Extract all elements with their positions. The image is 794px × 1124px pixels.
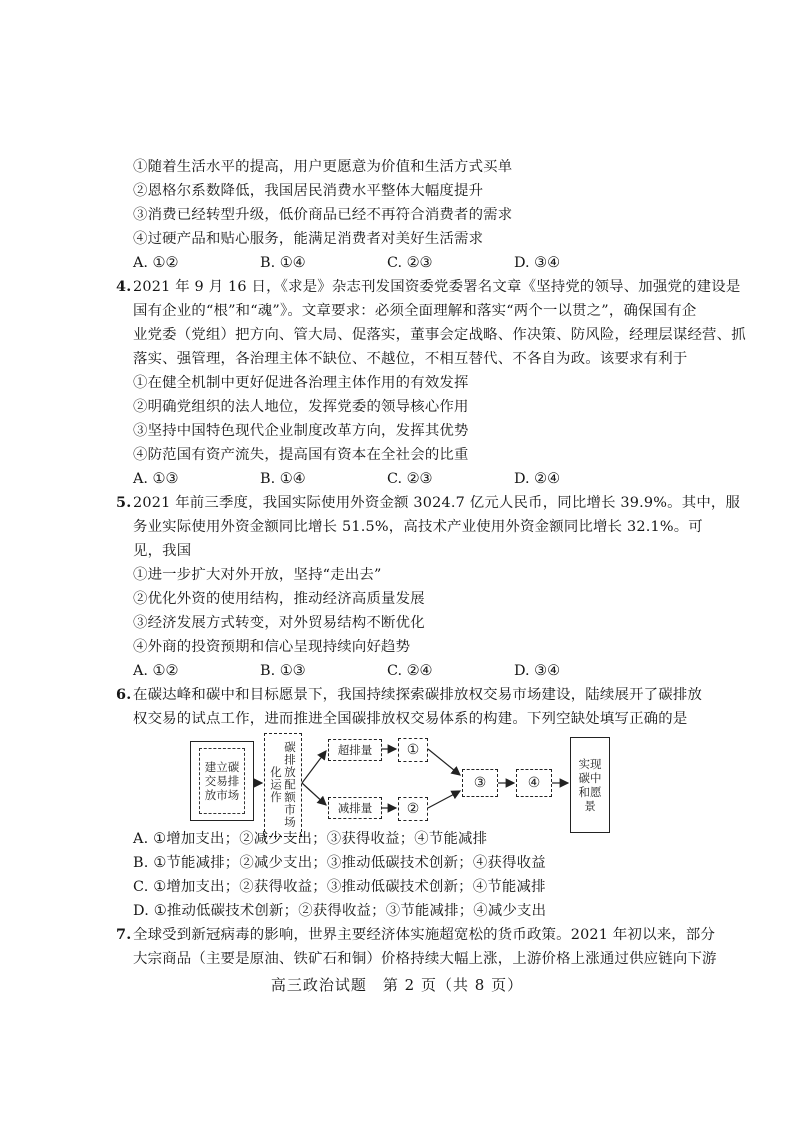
box-establish-market — [190, 741, 254, 821]
q4-statement-1: ①在健全机制中更好促进各治理主体作用的有效发挥 — [133, 375, 469, 391]
q6-option-d: D. ①推动低碳技术创新；②获得收益；③节能减排；④减少支出 — [133, 903, 547, 919]
q4-stem-line-1: 2021 年 9 月 16 日，《求是》杂志刊发国资委党委署名文章《坚持党的领导、加强党的建设是 — [133, 279, 741, 295]
blank-3-box — [462, 769, 498, 797]
box-emission-reduction-label: 减排量 — [337, 801, 373, 815]
q4-number: 4. — [116, 278, 132, 295]
q5-statement-3: ③经济发展方式转变，对外贸易结构不断优化 — [133, 615, 425, 631]
q4-stem-line-2: 国有企业的“根”和“魂”》。文章要求：必须全面理解和落实“两个一以贯之”，确保国有企 — [133, 303, 697, 319]
q5-option-c: C. ②④ — [387, 663, 433, 679]
q6-stem-line-2: 权交易的试点工作，进而推进全国碳排放权交易体系的构建。下列空缺处填写正确的是 — [133, 711, 688, 727]
box-quota-operation-label: 碳排放配额市场化运作 — [269, 741, 297, 829]
q5-statement-4: ④外商的投资预期和信心呈现持续向好趋势 — [133, 639, 411, 655]
q4-option-a: A. ①③ — [133, 471, 179, 487]
q4-statement-3: ③坚持中国特色现代企业制度改革方向，发挥其优势 — [133, 423, 469, 439]
blank-1-label: ① — [406, 742, 420, 758]
box-excess-emission — [328, 739, 382, 761]
q5-number: 5. — [116, 494, 132, 511]
blank-3-label: ③ — [473, 775, 487, 791]
q4-option-c: C. ②③ — [387, 471, 433, 487]
q5-statement-1: ①进一步扩大对外开放，坚持“走出去” — [133, 567, 382, 583]
box-establish-market-label: 建立碳交易排放市场 — [204, 760, 240, 802]
box-emission-reduction — [328, 797, 382, 819]
q7-stem-line-2: 大宗商品（主要是原油、铁矿石和铜）价格持续大幅上涨，上游价格上涨通过供应链向下游 — [133, 951, 717, 967]
q3-statement-2: ②恩格尔系数降低，我国居民消费水平整体大幅度提升 — [133, 183, 484, 199]
q6-option-c: C. ①增加支出；②获得收益；③推动低碳技术创新；④节能减排 — [133, 879, 546, 895]
q3-option-a: A. ①② — [133, 255, 179, 271]
blank-1-box — [398, 738, 428, 762]
blank-4-box — [516, 769, 552, 797]
page-footer: 高三政治试题 第 2 页（共 8 页） — [270, 976, 524, 994]
q3-statement-3: ③消费已经转型升级，低价商品已经不再符合消费者的需求 — [133, 207, 513, 223]
q5-stem-line-3: 见，我国 — [133, 543, 192, 559]
box-excess-emission-label: 超排量 — [337, 743, 373, 757]
q4-stem-line-3: 业党委（党组）把方向、管大局、促落实，董事会定战略、作决策、防风险，经理层谋经营、抓 — [133, 327, 746, 343]
q3-option-b: B. ①④ — [260, 255, 306, 271]
q5-option-b: B. ①③ — [260, 663, 306, 679]
carbon-trading-flow-diagram — [190, 733, 610, 843]
q5-stem-line-1: 2021 年前三季度，我国实际使用外资金额 3024.7 亿元人民币，同比增长 39.9%。其中，服 — [133, 495, 741, 511]
blank-2-box — [398, 797, 428, 821]
box-carbon-neutral-vision-label: 实现碳中和愿景 — [578, 757, 602, 813]
q3-statement-1: ①随着生活水平的提高，用户更愿意为价值和生活方式买单 — [133, 159, 513, 175]
blank-4-label: ④ — [527, 775, 541, 791]
box-carbon-neutral-vision — [570, 737, 610, 833]
q3-option-d: D. ③④ — [514, 255, 560, 271]
q5-option-a: A. ①② — [133, 663, 179, 679]
q5-option-d: D. ③④ — [514, 663, 560, 679]
q4-statement-2: ②明确党组织的法人地位，发挥党委的领导核心作用 — [133, 399, 469, 415]
q7-stem-line-1: 全球受到新冠病毒的影响，世界主要经济体实施超宽松的货币政策。2021 年初以来，部分 — [133, 927, 716, 943]
q7-number: 7. — [116, 926, 132, 943]
q4-option-b: B. ①④ — [260, 471, 306, 487]
q6-option-b: B. ①节能减排；②减少支出；③推动低碳技术创新；④获得收益 — [133, 855, 546, 871]
q4-stem-line-4: 落实、强管理，各治理主体不缺位、不越位，不相互替代、不各自为政。该要求有利于 — [133, 351, 688, 367]
q4-statement-4: ④防范国有资产流失，提高国有资本在全社会的比重 — [133, 447, 469, 463]
q3-statement-4: ④过硬产品和贴心服务，能满足消费者对美好生活需求 — [133, 231, 484, 247]
q4-option-d: D. ②④ — [514, 471, 560, 487]
box-quota-operation — [264, 733, 302, 837]
q6-option-a: A. ①增加支出；②减少支出；③获得收益；④节能减排 — [133, 831, 488, 847]
blank-2-label: ② — [406, 801, 420, 817]
q5-stem-line-2: 务业实际使用外资金额同比增长 51.5%，高技术产业使用外资金额同比增长 32.1%。可 — [133, 519, 703, 535]
q5-statement-2: ②优化外资的使用结构，推动经济高质量发展 — [133, 591, 425, 607]
q3-option-c: C. ②③ — [387, 255, 433, 271]
q6-stem-line-1: 在碳达峰和碳中和目标愿景下，我国持续探索碳排放权交易市场建设，陆续展开了碳排放 — [133, 687, 703, 703]
q6-number: 6. — [116, 686, 132, 703]
